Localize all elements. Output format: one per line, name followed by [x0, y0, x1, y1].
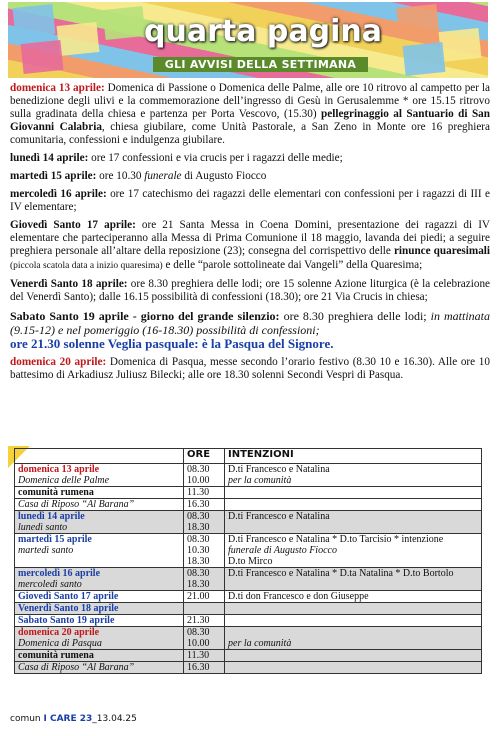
schedule-intention-cell: [225, 568, 482, 591]
notice-monday-14: [10, 152, 490, 165]
schedule-day: Casa di Riposo “Al Barana”: [18, 662, 135, 673]
schedule-day: comunità rumena: [18, 650, 94, 661]
schedule-day-subtitle: Domenica delle Palme: [18, 475, 110, 486]
schedule-day-subtitle: mercoledì santo: [18, 579, 82, 590]
schedule-time-cell: [184, 487, 225, 499]
schedule-time-cell: [184, 591, 225, 603]
notice-day: domenica 20 aprile:: [10, 356, 107, 368]
notice-thursday-17: [10, 219, 490, 273]
schedule-time: 21.00: [187, 591, 210, 602]
schedule-intention: per la comunità: [228, 638, 292, 649]
sticky-note-decoration: [439, 28, 482, 62]
schedule-intention-cell: [225, 591, 482, 603]
schedule-day-cell: [15, 534, 184, 568]
table-row: [15, 662, 482, 674]
header-banner: [8, 2, 488, 78]
schedule-day-cell: [15, 487, 184, 499]
table-header-row: [15, 449, 482, 464]
schedule-intention: [228, 627, 478, 638]
table-row: [15, 603, 482, 615]
page-title: quarta pagina: [144, 14, 382, 49]
schedule-time: 18.30: [187, 579, 210, 590]
table-row: [15, 615, 482, 627]
schedule-time-cell: [184, 534, 225, 568]
schedule-intention: [228, 499, 478, 510]
schedule-day-cell: [15, 511, 184, 534]
schedule-time: 08.30: [187, 534, 210, 545]
schedule-day-cell: [15, 464, 184, 487]
schedule-intention: [228, 487, 478, 498]
schedule-time: 08.30: [187, 511, 210, 522]
schedule-time: 18.30: [187, 556, 210, 567]
table-row: [15, 511, 482, 534]
notice-wednesday-16: [10, 188, 490, 214]
footer-prefix: comun: [10, 714, 44, 724]
notices-section: [10, 82, 490, 387]
table-row: [15, 464, 482, 487]
schedule-intention-cell: [225, 650, 482, 662]
schedule-day: Sabato Santo 19 aprile: [18, 615, 115, 626]
notice-text: ore 17 catechismo dei ragazzi delle elementari con confessioni per i ragazzi di III e IV elementare;: [10, 188, 490, 213]
schedule-time: 08.30: [187, 568, 210, 579]
notice-day: Sabato Santo 19 aprile - giorno del grande silenzio:: [10, 309, 280, 323]
notice-friday-18: [10, 278, 490, 304]
table-header-time: ORE: [184, 449, 225, 464]
schedule-intention-cell: [225, 464, 482, 487]
schedule-intention: D.ti don Francesco e don Giuseppe: [228, 591, 369, 602]
schedule-day: comunità rumena: [18, 487, 94, 498]
table-row: [15, 627, 482, 650]
notice-day: lunedì 14 aprile:: [10, 152, 89, 164]
notice-text: di Augusto Fiocco: [181, 170, 267, 182]
notice-highlight: ore 21.30 solenne Veglia pasquale: è la Pasqua del Signore.: [10, 336, 334, 351]
schedule-intention: [228, 579, 478, 590]
schedule-day-cell: [15, 603, 184, 615]
schedule-time-cell: [184, 615, 225, 627]
schedule-day-cell: [15, 650, 184, 662]
schedule-time: 16.30: [187, 662, 210, 673]
notice-text: Domenica di Pasqua, messe secondo l’orario festivo (8.30 10 e 16.30). Alle ore 10 battesimo di Arkadiusz Juliusz Bilecki; alle ore 18.30 solenni Secondi Vespri di Pasqua.: [10, 356, 490, 381]
footer-date: _13.04.25: [92, 714, 137, 724]
table-row: [15, 591, 482, 603]
schedule-intention: [228, 650, 478, 661]
schedule-day: mercoledì 16 aprile: [18, 568, 101, 579]
schedule-intention: D.ti Francesco e Natalina * D.ta Natalina * D.to Bortolo: [228, 568, 454, 579]
table-row: [15, 534, 482, 568]
page-subtitle: GLI AVVISI DELLA SETTIMANA: [153, 57, 368, 72]
schedule-intention: [228, 662, 478, 673]
sticky-note-decoration: [57, 22, 100, 56]
schedule-intention-cell: [225, 499, 482, 511]
table-row: [15, 499, 482, 511]
notice-text: Domenica di Passione o Domenica delle Palme, alle ore 10 ritrovo al campetto per la benedizione degli ulivi e la commemorazione dell’ingresso di Gesù in Gerusalemme * ore 15.15 ritrovo sulla gradinata della chiesa e partenza per Porta Vescovo, (15.30): [10, 82, 490, 120]
schedule-day-cell: [15, 662, 184, 674]
notice-text: e delle “parole sottolineate dai Vangeli” della Quaresima;: [162, 259, 423, 271]
table-row: [15, 487, 482, 499]
schedule-intention-cell: [225, 511, 482, 534]
schedule-time-cell: [184, 511, 225, 534]
notice-sunday-20: [10, 356, 490, 382]
notice-day: mercoledì 16 aprile:: [10, 188, 107, 200]
schedule-time: 08.30: [187, 464, 210, 475]
notice-text: ore 8.30 preghiera delle lodi;: [279, 309, 431, 323]
sticky-note-decoration: [21, 40, 64, 74]
schedule-intention: [228, 603, 478, 614]
sticky-note-decoration: [13, 4, 56, 38]
notice-tuesday-15: [10, 170, 490, 183]
schedule-intention: [228, 615, 478, 626]
schedule-time-cell: [184, 627, 225, 650]
schedule-intention-cell: [225, 534, 482, 568]
schedule-day: domenica 20 aprile: [18, 627, 100, 638]
notice-text: ore 8.30 preghiera delle lodi; ore 15 solenne Azione liturgica (è la celebrazione del Venerdì Santo); dalle 16.15 possibilità di confessioni (18.30); ore 21 Via Crucis in chiesa;: [10, 278, 491, 303]
mass-schedule-table: [14, 448, 482, 674]
notice-text: ore 21 Santa Messa in Coena Domini, presentazione dei ragazzi di IV elementare che parteciperanno alla Messa di Prima Comunione il 18 maggio, lavanda dei piedi; a seguire preghiera personale all’altare della reposizione (23); consegna del corrispettivo delle: [10, 219, 490, 257]
notice-text: rinunce quaresimali: [393, 245, 491, 257]
table-body: [15, 464, 482, 674]
schedule-time-cell: [184, 568, 225, 591]
schedule-intention: [228, 522, 478, 533]
schedule-day-cell: [15, 627, 184, 650]
schedule-time: 10.00: [187, 475, 210, 486]
schedule-intention: D.ti Francesco e Natalina: [228, 511, 330, 522]
table-row: [15, 650, 482, 662]
footer: [10, 714, 137, 724]
notice-text: in mattinata (9.15-12) e nel pomeriggio (16-18.30) possibilità di confessioni;: [10, 309, 491, 337]
schedule-day: domenica 13 aprile: [18, 464, 100, 475]
schedule-intention: D.ti Francesco e Natalina: [228, 464, 330, 475]
schedule-time: [187, 603, 221, 614]
notice-text: ore 10.30: [96, 170, 145, 182]
schedule-time: 21.30: [187, 615, 210, 626]
schedule-time: 10.00: [187, 638, 210, 649]
schedule-day: Venerdì Santo 18 aprile: [18, 603, 119, 614]
schedule-day-cell: [15, 615, 184, 627]
schedule-time: 16.30: [187, 499, 210, 510]
schedule-intention-cell: [225, 603, 482, 615]
notice-day: domenica 13 aprile:: [10, 82, 105, 94]
notice-saturday-19: [10, 309, 490, 351]
schedule-day-cell: [15, 499, 184, 511]
schedule-day: Giovedì Santo 17 aprile: [18, 591, 119, 602]
notice-day: Giovedì Santo 17 aprile:: [10, 219, 136, 231]
schedule-intention-cell: [225, 662, 482, 674]
notice-text: , chiesa giubilare, come Unità Pastorale, a San Zeno in Monte ore 16 preghiera comunitaria, confessioni e indulgenza giubilare.: [10, 121, 490, 146]
notice-day: Venerdì Santo 18 aprile:: [10, 278, 128, 290]
schedule-intention: D.ti Francesco e Natalina * D.to Tarcisio * intenzione: [228, 534, 444, 545]
schedule-time: 18.30: [187, 522, 210, 533]
schedule-intention: D.to Mirco: [228, 556, 273, 567]
schedule-day-subtitle: Domenica di Pasqua: [18, 638, 102, 649]
schedule-day: lunedì 14 aprile: [18, 511, 85, 522]
footer-brand: I CARE 23: [43, 714, 93, 724]
schedule-time: 11.30: [187, 650, 210, 661]
schedule-day-cell: [15, 568, 184, 591]
schedule-time-cell: [184, 464, 225, 487]
notice-text: funerale: [144, 170, 182, 182]
notice-text: ore 17 confessioni e via crucis per i ragazzi delle medie;: [88, 152, 343, 164]
schedule-day: martedì 15 aprile: [18, 534, 92, 545]
table-header-day: [15, 449, 184, 464]
schedule-time-cell: [184, 603, 225, 615]
notice-sunday-13: [10, 82, 490, 147]
notice-text: (piccola scatola data a inizio quaresima): [10, 261, 163, 271]
schedule-intention-cell: [225, 615, 482, 627]
schedule-time-cell: [184, 499, 225, 511]
notice-day: martedì 15 aprile:: [10, 170, 97, 182]
schedule-day: Casa di Riposo “Al Barana”: [18, 499, 135, 510]
schedule-time: 08.30: [187, 627, 210, 638]
notice-text: pellegrinaggio al Santuario di San Giovanni Calabria: [10, 108, 490, 133]
schedule-time: 11.30: [187, 487, 210, 498]
sticky-note-decoration: [397, 4, 440, 38]
schedule-intention-cell: [225, 627, 482, 650]
schedule-time: 10.30: [187, 545, 210, 556]
schedule-day-subtitle: martedì santo: [18, 545, 74, 556]
table-row: [15, 568, 482, 591]
schedule-intention: funerale di Augusto Fiocco: [228, 545, 337, 556]
schedule-time-cell: [184, 662, 225, 674]
table-header-intentions: INTENZIONI: [225, 449, 482, 464]
schedule-intention-cell: [225, 487, 482, 499]
sticky-note-decoration: [403, 42, 446, 76]
schedule-day-cell: [15, 591, 184, 603]
schedule-time-cell: [184, 650, 225, 662]
schedule-day-subtitle: lunedì santo: [18, 522, 68, 533]
schedule-intention: per la comunità: [228, 475, 292, 486]
